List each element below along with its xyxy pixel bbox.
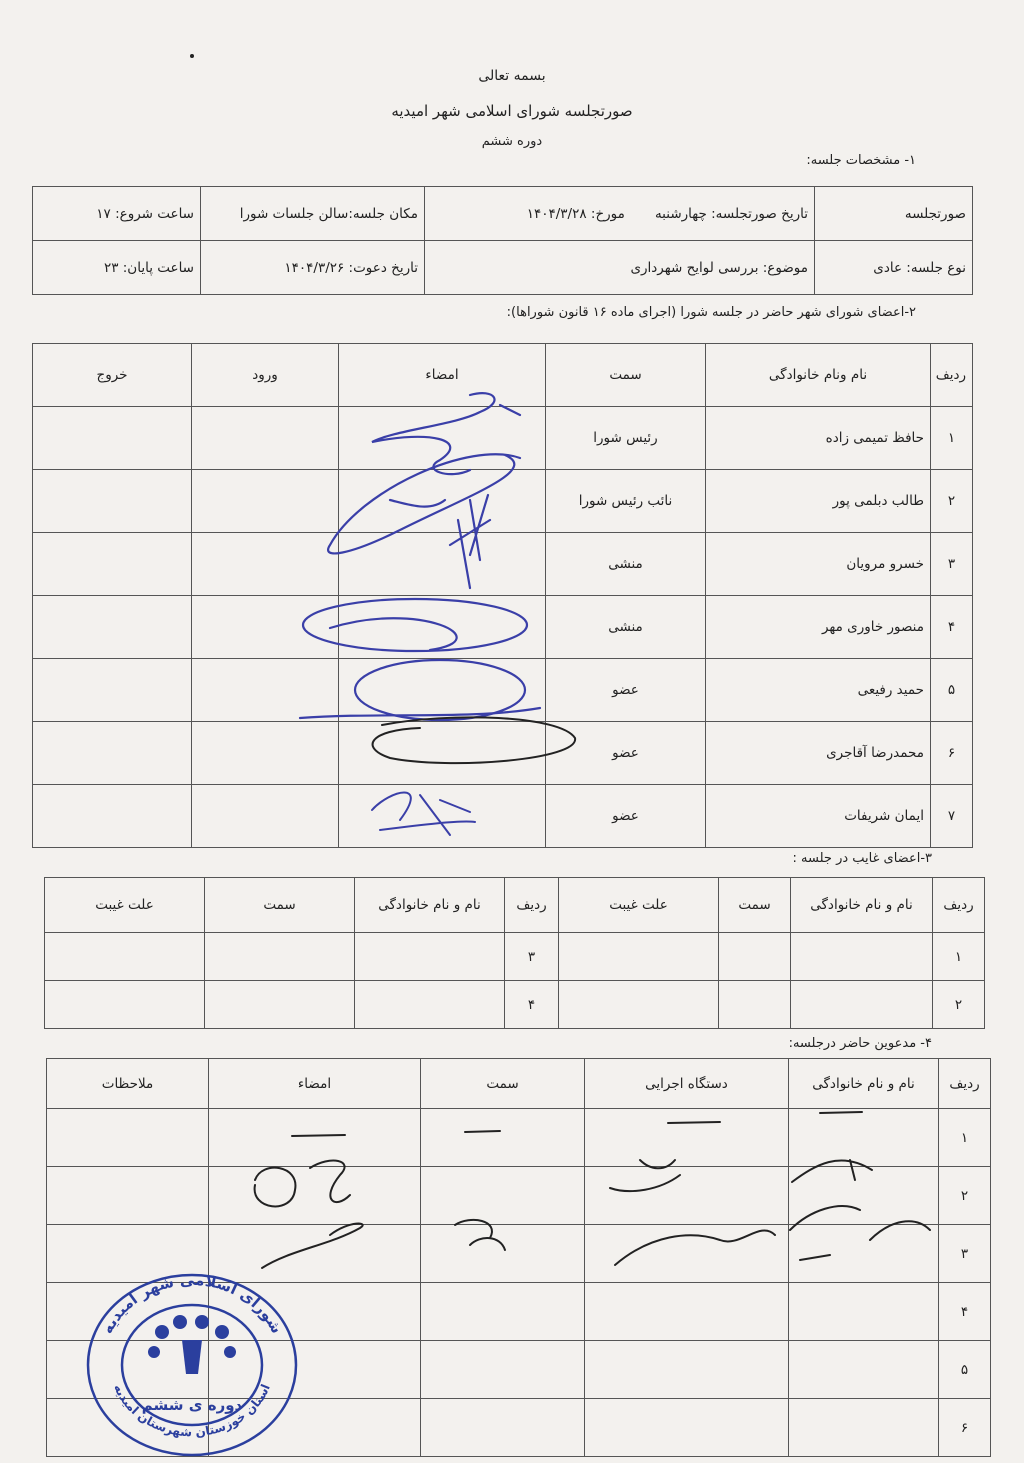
ink-dot	[190, 54, 194, 58]
emblem-icon	[182, 1340, 202, 1374]
table-row	[33, 659, 973, 722]
date-field: تاریخ صورتجلسه: چهارشنبه	[654, 205, 809, 222]
col-name: نام و نام خانوادگی	[789, 1059, 939, 1109]
member-name: حافظ تمیمی زاده	[706, 407, 931, 470]
col-absence-reason: علت غیبت	[559, 878, 719, 933]
row-number: ۴	[931, 596, 973, 659]
role-cell	[205, 933, 355, 981]
exit-cell	[33, 722, 192, 785]
col-role: سمت	[205, 878, 355, 933]
member-role: عضو	[546, 785, 706, 848]
document-title: صورتجلسه شورای اسلامی شهر امیدیه	[391, 102, 633, 120]
name-cell	[791, 933, 933, 981]
table-row	[33, 533, 973, 596]
col-row: ردیف	[933, 878, 985, 933]
signature-cell	[339, 407, 546, 470]
member-name: محمدرضا آقاجری	[706, 722, 931, 785]
table-row	[33, 722, 973, 785]
cell	[789, 1283, 939, 1341]
member-role: عضو	[546, 722, 706, 785]
cell	[209, 1109, 421, 1167]
reason-cell	[559, 933, 719, 981]
exit-cell	[33, 533, 192, 596]
section3-title: ۳-اعضای غایب در جلسه :	[792, 851, 932, 866]
member-role: عضو	[546, 659, 706, 722]
term-label: دوره ششم	[481, 134, 543, 149]
meeting-details-table	[32, 186, 973, 295]
col-signature: امضاء	[209, 1059, 421, 1109]
entry-cell	[192, 659, 339, 722]
name-cell	[791, 981, 933, 1029]
member-name: حمید رفیعی	[706, 659, 931, 722]
table-row	[47, 1109, 991, 1167]
row-number: ۲	[931, 470, 973, 533]
cell	[585, 1109, 789, 1167]
svg-text:شورای اسلامی شهر امیدیه	[98, 1271, 286, 1337]
start-time: ساعت شروع: ۱۷	[33, 187, 201, 241]
row-number: ۲	[933, 981, 985, 1029]
seal-outer-text: شورای اسلامی شهر امیدیه	[97, 1270, 286, 1337]
col-row: ردیف	[505, 878, 559, 933]
name-cell	[355, 933, 505, 981]
end-time: ساعت پایان: ۲۳	[33, 241, 201, 295]
cell	[789, 1399, 939, 1457]
invite-date: تاریخ دعوت: ۱۴۰۴/۳/۲۶	[201, 241, 425, 295]
reason-cell	[45, 981, 205, 1029]
row-number: ۵	[931, 659, 973, 722]
col-role: سمت	[421, 1059, 585, 1109]
dated-field: مورخ: ۱۴۰۴/۳/۲۸	[526, 205, 625, 222]
member-role: منشی	[546, 596, 706, 659]
signature-cell	[339, 722, 546, 785]
row-number: ۲	[939, 1167, 991, 1225]
member-name: خسرو مرویان	[706, 533, 931, 596]
present-members-table	[32, 343, 973, 848]
cell	[789, 1109, 939, 1167]
cell	[421, 1399, 585, 1457]
exit-cell	[33, 785, 192, 848]
col-organization: دستگاه اجرایی	[585, 1059, 789, 1109]
reason-cell	[45, 933, 205, 981]
row-number: ۳	[505, 933, 559, 981]
reason-cell	[559, 981, 719, 1029]
invitees-header	[47, 1059, 991, 1109]
cell	[209, 1167, 421, 1225]
cell	[585, 1341, 789, 1399]
col-name: نام و نام خانوادگی	[791, 878, 933, 933]
exit-cell	[33, 596, 192, 659]
seal-inner-text: دوره ی ششم	[141, 1396, 243, 1414]
cell	[47, 1109, 209, 1167]
signature-cell	[339, 659, 546, 722]
doc-label: صورتجلسه	[815, 187, 973, 241]
cell	[585, 1225, 789, 1283]
meeting-type: نوع جلسه: عادی	[815, 241, 973, 295]
col-entry: ورود	[192, 344, 339, 407]
exit-cell	[33, 407, 192, 470]
col-absence-reason: علت غیبت	[45, 878, 205, 933]
place-field: مکان جلسه:سالن جلسات شورا	[201, 187, 425, 241]
row-number: ۳	[939, 1225, 991, 1283]
entry-cell	[192, 533, 339, 596]
seal-bottom-text: استان خوزستان شهرستان امیدیه	[111, 1382, 273, 1440]
signature-cell	[339, 533, 546, 596]
col-exit: خروج	[33, 344, 192, 407]
col-name: نام ونام خانوادگی	[706, 344, 931, 407]
table-row	[47, 1167, 991, 1225]
official-seal	[82, 1270, 302, 1460]
cell	[585, 1283, 789, 1341]
entry-cell	[192, 785, 339, 848]
row-number: ۱	[939, 1109, 991, 1167]
cell	[421, 1225, 585, 1283]
col-remarks: ملاحظات	[47, 1059, 209, 1109]
row-number: ۵	[939, 1341, 991, 1399]
col-signature: امضاء	[339, 344, 546, 407]
date-cell	[425, 187, 815, 241]
role-cell	[719, 981, 791, 1029]
subject-field: موضوع: بررسی لوایح شهرداری	[425, 241, 815, 295]
cell	[789, 1167, 939, 1225]
table-row	[33, 596, 973, 659]
cell	[421, 1341, 585, 1399]
cell	[421, 1109, 585, 1167]
cell	[789, 1341, 939, 1399]
row-number: ۱	[931, 407, 973, 470]
col-role: سمت	[546, 344, 706, 407]
row-number: ۶	[939, 1399, 991, 1457]
name-cell	[355, 981, 505, 1029]
section1-title: ۱- مشخصات جلسه:	[806, 153, 916, 168]
table-row	[33, 407, 973, 470]
cell	[585, 1399, 789, 1457]
table-row	[33, 785, 973, 848]
present-members-header	[33, 344, 973, 407]
section4-title: ۴- مدعوین حاضر درجلسه:	[788, 1036, 932, 1051]
cell	[789, 1225, 939, 1283]
basmala: بسمه تعالی	[478, 68, 546, 84]
signature-cell	[339, 470, 546, 533]
member-role: رئیس شورا	[546, 407, 706, 470]
cell	[421, 1283, 585, 1341]
absent-members-table	[44, 877, 985, 1029]
absent-members-header	[45, 878, 985, 933]
entry-cell	[192, 722, 339, 785]
row-number: ۶	[931, 722, 973, 785]
member-name: ایمان شریفات	[706, 785, 931, 848]
table-row	[45, 933, 985, 981]
entry-cell	[192, 470, 339, 533]
role-cell	[205, 981, 355, 1029]
table-row	[45, 981, 985, 1029]
table-row	[33, 470, 973, 533]
entry-cell	[192, 407, 339, 470]
col-row: ردیف	[939, 1059, 991, 1109]
row-number: ۳	[931, 533, 973, 596]
member-role: منشی	[546, 533, 706, 596]
section2-title: ۲-اعضای شورای شهر حاضر در جلسه شورا (اجرای ماده ۱۶ قانون شوراها):	[506, 305, 916, 320]
member-name: منصور خاوری مهر	[706, 596, 931, 659]
row-number: ۴	[505, 981, 559, 1029]
member-name: طالب دبلمی پور	[706, 470, 931, 533]
col-name: نام و نام خانوادگی	[355, 878, 505, 933]
signature-cell	[339, 596, 546, 659]
row-number: ۱	[933, 933, 985, 981]
col-row: ردیف	[931, 344, 973, 407]
member-role: نائب رئیس شورا	[546, 470, 706, 533]
col-role: سمت	[719, 878, 791, 933]
cell	[47, 1167, 209, 1225]
signature-cell	[339, 785, 546, 848]
role-cell	[719, 933, 791, 981]
exit-cell	[33, 659, 192, 722]
cell	[421, 1167, 585, 1225]
exit-cell	[33, 470, 192, 533]
entry-cell	[192, 596, 339, 659]
row-number: ۴	[939, 1283, 991, 1341]
row-number: ۷	[931, 785, 973, 848]
cell	[585, 1167, 789, 1225]
